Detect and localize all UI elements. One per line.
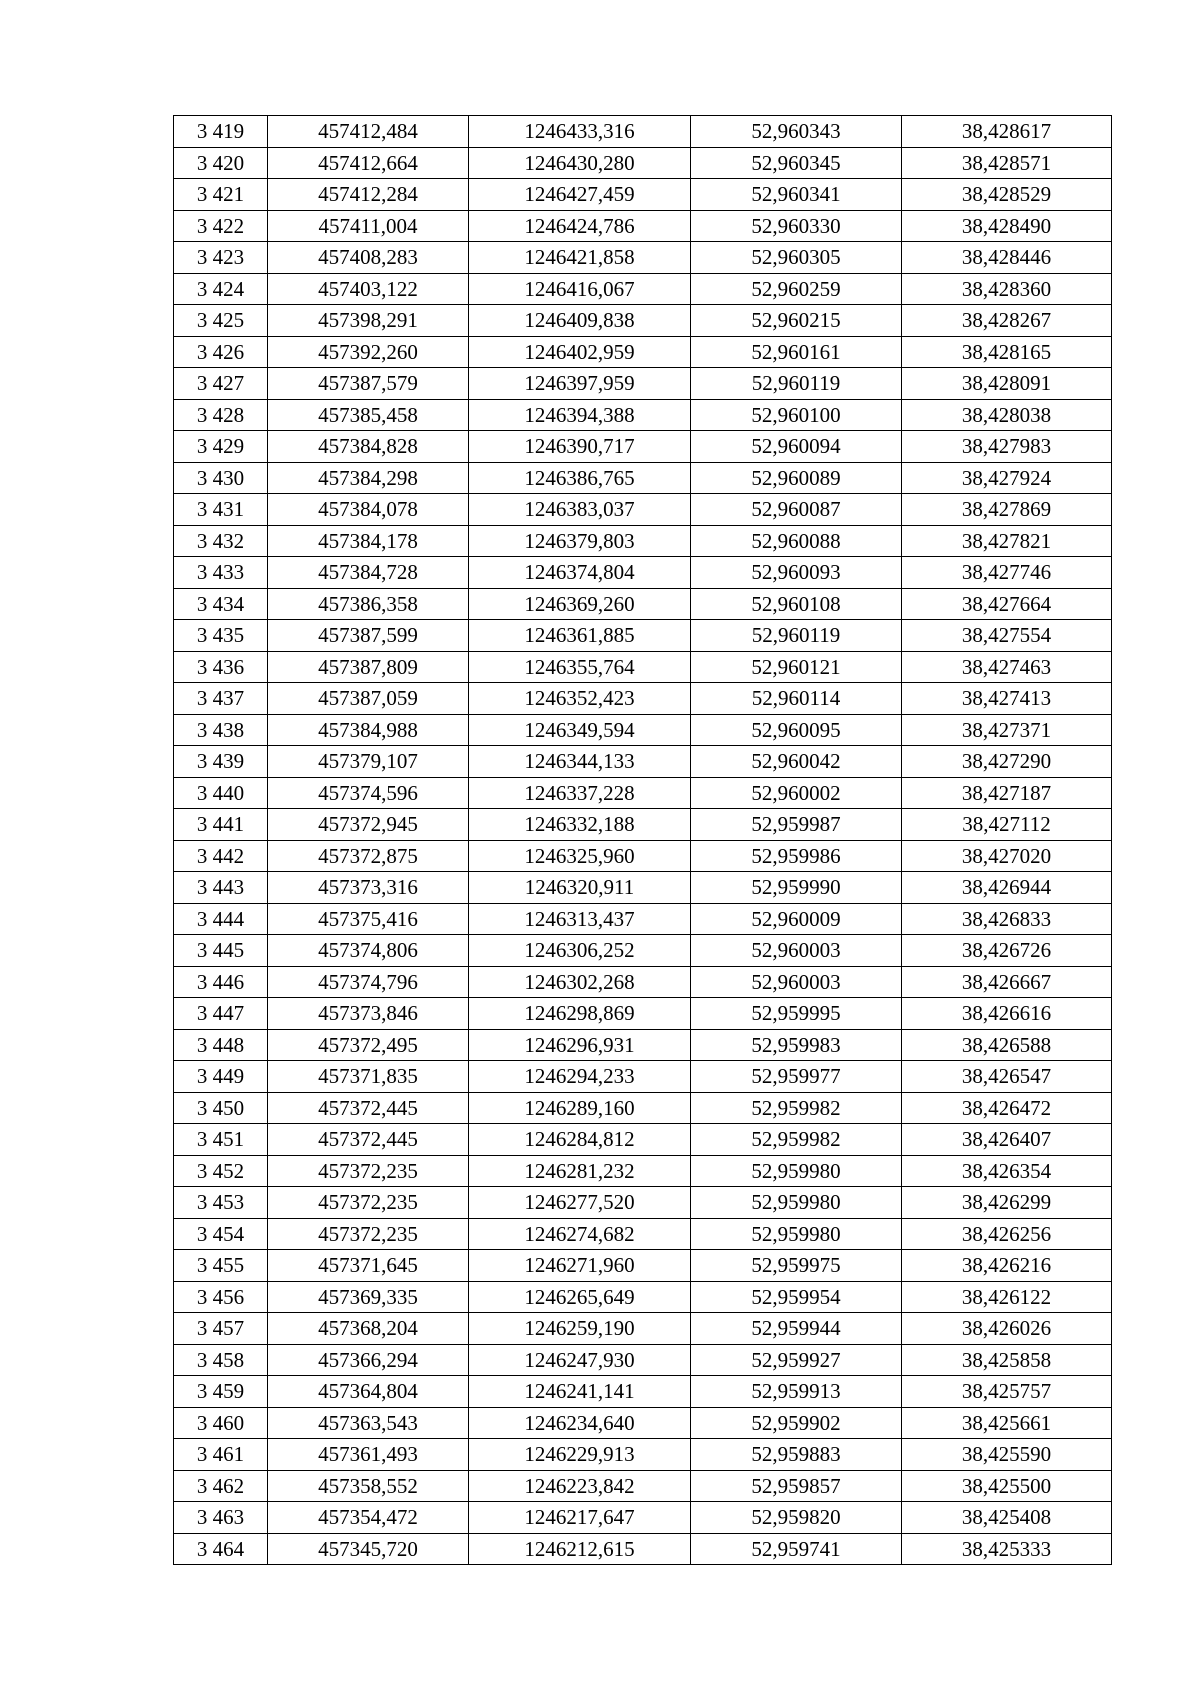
coordinates-table: [173, 115, 1112, 1565]
latitude-cell: 52,960215: [691, 305, 902, 337]
point-number-cell: 3 437: [174, 683, 268, 715]
point-number-cell: 3 461: [174, 1439, 268, 1471]
longitude-cell: 38,428038: [902, 399, 1112, 431]
latitude-cell: 52,960341: [691, 179, 902, 211]
longitude-cell: 38,427869: [902, 494, 1112, 526]
longitude-cell: 38,426026: [902, 1313, 1112, 1345]
table-row: [174, 525, 1112, 557]
x-coordinate-cell: 457387,579: [268, 368, 469, 400]
table-row: [174, 809, 1112, 841]
point-number-cell: 3 459: [174, 1376, 268, 1408]
latitude-cell: 52,959982: [691, 1092, 902, 1124]
table-row: [174, 588, 1112, 620]
point-number-cell: 3 426: [174, 336, 268, 368]
point-number-cell: 3 448: [174, 1029, 268, 1061]
y-coordinate-cell: 1246427,459: [469, 179, 691, 211]
table-row: [174, 305, 1112, 337]
point-number-cell: 3 419: [174, 116, 268, 148]
point-number-cell: 3 445: [174, 935, 268, 967]
point-number-cell: 3 456: [174, 1281, 268, 1313]
y-coordinate-cell: 1246374,804: [469, 557, 691, 589]
point-number-cell: 3 440: [174, 777, 268, 809]
longitude-cell: 38,427924: [902, 462, 1112, 494]
y-coordinate-cell: 1246277,520: [469, 1187, 691, 1219]
table-row: [174, 903, 1112, 935]
longitude-cell: 38,427746: [902, 557, 1112, 589]
latitude-cell: 52,959986: [691, 840, 902, 872]
table-row: [174, 966, 1112, 998]
point-number-cell: 3 452: [174, 1155, 268, 1187]
longitude-cell: 38,428571: [902, 147, 1112, 179]
latitude-cell: 52,959741: [691, 1533, 902, 1565]
y-coordinate-cell: 1246409,838: [469, 305, 691, 337]
y-coordinate-cell: 1246421,858: [469, 242, 691, 274]
y-coordinate-cell: 1246390,717: [469, 431, 691, 463]
table-row: [174, 1092, 1112, 1124]
y-coordinate-cell: 1246259,190: [469, 1313, 691, 1345]
x-coordinate-cell: 457366,294: [268, 1344, 469, 1376]
y-coordinate-cell: 1246247,930: [469, 1344, 691, 1376]
y-coordinate-cell: 1246302,268: [469, 966, 691, 998]
y-coordinate-cell: 1246383,037: [469, 494, 691, 526]
latitude-cell: 52,960094: [691, 431, 902, 463]
x-coordinate-cell: 457374,796: [268, 966, 469, 998]
point-number-cell: 3 454: [174, 1218, 268, 1250]
x-coordinate-cell: 457392,260: [268, 336, 469, 368]
point-number-cell: 3 434: [174, 588, 268, 620]
latitude-cell: 52,960002: [691, 777, 902, 809]
y-coordinate-cell: 1246416,067: [469, 273, 691, 305]
point-number-cell: 3 427: [174, 368, 268, 400]
latitude-cell: 52,959944: [691, 1313, 902, 1345]
latitude-cell: 52,959883: [691, 1439, 902, 1471]
x-coordinate-cell: 457374,596: [268, 777, 469, 809]
table-row: [174, 1502, 1112, 1534]
table-row: [174, 116, 1112, 148]
longitude-cell: 38,428446: [902, 242, 1112, 274]
latitude-cell: 52,959977: [691, 1061, 902, 1093]
table-row: [174, 1313, 1112, 1345]
x-coordinate-cell: 457403,122: [268, 273, 469, 305]
x-coordinate-cell: 457384,828: [268, 431, 469, 463]
longitude-cell: 38,427290: [902, 746, 1112, 778]
table-row: [174, 1376, 1112, 1408]
x-coordinate-cell: 457411,004: [268, 210, 469, 242]
point-number-cell: 3 457: [174, 1313, 268, 1345]
y-coordinate-cell: 1246313,437: [469, 903, 691, 935]
longitude-cell: 38,427020: [902, 840, 1112, 872]
latitude-cell: 52,959954: [691, 1281, 902, 1313]
latitude-cell: 52,960042: [691, 746, 902, 778]
x-coordinate-cell: 457412,484: [268, 116, 469, 148]
longitude-cell: 38,426667: [902, 966, 1112, 998]
y-coordinate-cell: 1246265,649: [469, 1281, 691, 1313]
y-coordinate-cell: 1246241,141: [469, 1376, 691, 1408]
x-coordinate-cell: 457372,445: [268, 1124, 469, 1156]
table-row: [174, 1155, 1112, 1187]
point-number-cell: 3 447: [174, 998, 268, 1030]
longitude-cell: 38,425757: [902, 1376, 1112, 1408]
x-coordinate-cell: 457384,078: [268, 494, 469, 526]
point-number-cell: 3 421: [174, 179, 268, 211]
table-row: [174, 431, 1112, 463]
x-coordinate-cell: 457398,291: [268, 305, 469, 337]
y-coordinate-cell: 1246386,765: [469, 462, 691, 494]
point-number-cell: 3 458: [174, 1344, 268, 1376]
longitude-cell: 38,426833: [902, 903, 1112, 935]
longitude-cell: 38,427821: [902, 525, 1112, 557]
latitude-cell: 52,960089: [691, 462, 902, 494]
x-coordinate-cell: 457371,835: [268, 1061, 469, 1093]
point-number-cell: 3 453: [174, 1187, 268, 1219]
latitude-cell: 52,959927: [691, 1344, 902, 1376]
longitude-cell: 38,427371: [902, 714, 1112, 746]
longitude-cell: 38,426588: [902, 1029, 1112, 1061]
y-coordinate-cell: 1246394,388: [469, 399, 691, 431]
latitude-cell: 52,960108: [691, 588, 902, 620]
latitude-cell: 52,959982: [691, 1124, 902, 1156]
point-number-cell: 3 443: [174, 872, 268, 904]
longitude-cell: 38,426944: [902, 872, 1112, 904]
y-coordinate-cell: 1246379,803: [469, 525, 691, 557]
latitude-cell: 52,960003: [691, 935, 902, 967]
longitude-cell: 38,427554: [902, 620, 1112, 652]
point-number-cell: 3 423: [174, 242, 268, 274]
table-row: [174, 872, 1112, 904]
point-number-cell: 3 431: [174, 494, 268, 526]
y-coordinate-cell: 1246349,594: [469, 714, 691, 746]
x-coordinate-cell: 457384,988: [268, 714, 469, 746]
y-coordinate-cell: 1246294,233: [469, 1061, 691, 1093]
y-coordinate-cell: 1246397,959: [469, 368, 691, 400]
point-number-cell: 3 462: [174, 1470, 268, 1502]
y-coordinate-cell: 1246284,812: [469, 1124, 691, 1156]
longitude-cell: 38,426122: [902, 1281, 1112, 1313]
longitude-cell: 38,425500: [902, 1470, 1112, 1502]
y-coordinate-cell: 1246229,913: [469, 1439, 691, 1471]
latitude-cell: 52,960119: [691, 620, 902, 652]
point-number-cell: 3 455: [174, 1250, 268, 1282]
table-row: [174, 840, 1112, 872]
latitude-cell: 52,959902: [691, 1407, 902, 1439]
point-number-cell: 3 438: [174, 714, 268, 746]
table-row: [174, 998, 1112, 1030]
table-row: [174, 1218, 1112, 1250]
latitude-cell: 52,959980: [691, 1155, 902, 1187]
y-coordinate-cell: 1246298,869: [469, 998, 691, 1030]
x-coordinate-cell: 457363,543: [268, 1407, 469, 1439]
x-coordinate-cell: 457408,283: [268, 242, 469, 274]
y-coordinate-cell: 1246369,260: [469, 588, 691, 620]
point-number-cell: 3 463: [174, 1502, 268, 1534]
longitude-cell: 38,428360: [902, 273, 1112, 305]
point-number-cell: 3 460: [174, 1407, 268, 1439]
x-coordinate-cell: 457369,335: [268, 1281, 469, 1313]
table-row: [174, 1407, 1112, 1439]
x-coordinate-cell: 457372,495: [268, 1029, 469, 1061]
longitude-cell: 38,426726: [902, 935, 1112, 967]
table-row: [174, 557, 1112, 589]
y-coordinate-cell: 1246361,885: [469, 620, 691, 652]
latitude-cell: 52,959913: [691, 1376, 902, 1408]
table-row: [174, 336, 1112, 368]
table-row: [174, 746, 1112, 778]
longitude-cell: 38,425333: [902, 1533, 1112, 1565]
x-coordinate-cell: 457364,804: [268, 1376, 469, 1408]
latitude-cell: 52,960259: [691, 273, 902, 305]
y-coordinate-cell: 1246355,764: [469, 651, 691, 683]
point-number-cell: 3 435: [174, 620, 268, 652]
y-coordinate-cell: 1246352,423: [469, 683, 691, 715]
y-coordinate-cell: 1246306,252: [469, 935, 691, 967]
latitude-cell: 52,959820: [691, 1502, 902, 1534]
latitude-cell: 52,959983: [691, 1029, 902, 1061]
longitude-cell: 38,428617: [902, 116, 1112, 148]
latitude-cell: 52,960009: [691, 903, 902, 935]
y-coordinate-cell: 1246430,280: [469, 147, 691, 179]
longitude-cell: 38,426472: [902, 1092, 1112, 1124]
x-coordinate-cell: 457372,445: [268, 1092, 469, 1124]
x-coordinate-cell: 457384,178: [268, 525, 469, 557]
y-coordinate-cell: 1246274,682: [469, 1218, 691, 1250]
table-row: [174, 1533, 1112, 1565]
y-coordinate-cell: 1246296,931: [469, 1029, 691, 1061]
latitude-cell: 52,960161: [691, 336, 902, 368]
point-number-cell: 3 464: [174, 1533, 268, 1565]
table-row: [174, 1470, 1112, 1502]
y-coordinate-cell: 1246217,647: [469, 1502, 691, 1534]
y-coordinate-cell: 1246289,160: [469, 1092, 691, 1124]
point-number-cell: 3 425: [174, 305, 268, 337]
latitude-cell: 52,960114: [691, 683, 902, 715]
table-row: [174, 494, 1112, 526]
longitude-cell: 38,427983: [902, 431, 1112, 463]
latitude-cell: 52,959975: [691, 1250, 902, 1282]
x-coordinate-cell: 457372,235: [268, 1187, 469, 1219]
longitude-cell: 38,425661: [902, 1407, 1112, 1439]
point-number-cell: 3 420: [174, 147, 268, 179]
longitude-cell: 38,428529: [902, 179, 1112, 211]
table-row: [174, 1439, 1112, 1471]
table-row: [174, 368, 1112, 400]
y-coordinate-cell: 1246337,228: [469, 777, 691, 809]
latitude-cell: 52,960305: [691, 242, 902, 274]
point-number-cell: 3 429: [174, 431, 268, 463]
x-coordinate-cell: 457372,235: [268, 1218, 469, 1250]
y-coordinate-cell: 1246424,786: [469, 210, 691, 242]
x-coordinate-cell: 457372,875: [268, 840, 469, 872]
x-coordinate-cell: 457412,664: [268, 147, 469, 179]
longitude-cell: 38,428490: [902, 210, 1112, 242]
x-coordinate-cell: 457387,059: [268, 683, 469, 715]
longitude-cell: 38,427463: [902, 651, 1112, 683]
point-number-cell: 3 422: [174, 210, 268, 242]
table-row: [174, 462, 1112, 494]
longitude-cell: 38,426216: [902, 1250, 1112, 1282]
x-coordinate-cell: 457374,806: [268, 935, 469, 967]
point-number-cell: 3 446: [174, 966, 268, 998]
latitude-cell: 52,959995: [691, 998, 902, 1030]
table-row: [174, 273, 1112, 305]
latitude-cell: 52,959980: [691, 1218, 902, 1250]
latitude-cell: 52,960343: [691, 116, 902, 148]
latitude-cell: 52,960093: [691, 557, 902, 589]
longitude-cell: 38,427413: [902, 683, 1112, 715]
table-row: [174, 179, 1112, 211]
point-number-cell: 3 433: [174, 557, 268, 589]
x-coordinate-cell: 457385,458: [268, 399, 469, 431]
longitude-cell: 38,427187: [902, 777, 1112, 809]
x-coordinate-cell: 457384,298: [268, 462, 469, 494]
longitude-cell: 38,426354: [902, 1155, 1112, 1187]
table-row: [174, 1187, 1112, 1219]
table-row: [174, 935, 1112, 967]
y-coordinate-cell: 1246325,960: [469, 840, 691, 872]
latitude-cell: 52,960087: [691, 494, 902, 526]
x-coordinate-cell: 457386,358: [268, 588, 469, 620]
point-number-cell: 3 424: [174, 273, 268, 305]
table-row: [174, 242, 1112, 274]
x-coordinate-cell: 457354,472: [268, 1502, 469, 1534]
latitude-cell: 52,959987: [691, 809, 902, 841]
x-coordinate-cell: 457375,416: [268, 903, 469, 935]
table-row: [174, 1344, 1112, 1376]
point-number-cell: 3 450: [174, 1092, 268, 1124]
y-coordinate-cell: 1246271,960: [469, 1250, 691, 1282]
point-number-cell: 3 442: [174, 840, 268, 872]
longitude-cell: 38,427664: [902, 588, 1112, 620]
x-coordinate-cell: 457373,846: [268, 998, 469, 1030]
longitude-cell: 38,428091: [902, 368, 1112, 400]
latitude-cell: 52,959980: [691, 1187, 902, 1219]
table-row: [174, 1124, 1112, 1156]
longitude-cell: 38,426547: [902, 1061, 1112, 1093]
y-coordinate-cell: 1246234,640: [469, 1407, 691, 1439]
latitude-cell: 52,960095: [691, 714, 902, 746]
latitude-cell: 52,960100: [691, 399, 902, 431]
latitude-cell: 52,960088: [691, 525, 902, 557]
table-row: [174, 683, 1112, 715]
point-number-cell: 3 444: [174, 903, 268, 935]
y-coordinate-cell: 1246320,911: [469, 872, 691, 904]
table-row: [174, 1029, 1112, 1061]
longitude-cell: 38,427112: [902, 809, 1112, 841]
y-coordinate-cell: 1246212,615: [469, 1533, 691, 1565]
table-row: [174, 651, 1112, 683]
x-coordinate-cell: 457345,720: [268, 1533, 469, 1565]
x-coordinate-cell: 457372,235: [268, 1155, 469, 1187]
table-row: [174, 714, 1112, 746]
x-coordinate-cell: 457371,645: [268, 1250, 469, 1282]
x-coordinate-cell: 457372,945: [268, 809, 469, 841]
latitude-cell: 52,960121: [691, 651, 902, 683]
table-row: [174, 1281, 1112, 1313]
point-number-cell: 3 436: [174, 651, 268, 683]
x-coordinate-cell: 457412,284: [268, 179, 469, 211]
y-coordinate-cell: 1246402,959: [469, 336, 691, 368]
coordinates-table-body: [174, 116, 1112, 1565]
longitude-cell: 38,426616: [902, 998, 1112, 1030]
longitude-cell: 38,425858: [902, 1344, 1112, 1376]
table-row: [174, 147, 1112, 179]
table-row: [174, 210, 1112, 242]
point-number-cell: 3 428: [174, 399, 268, 431]
x-coordinate-cell: 457373,316: [268, 872, 469, 904]
table-row: [174, 1250, 1112, 1282]
longitude-cell: 38,426407: [902, 1124, 1112, 1156]
longitude-cell: 38,426299: [902, 1187, 1112, 1219]
x-coordinate-cell: 457368,204: [268, 1313, 469, 1345]
x-coordinate-cell: 457384,728: [268, 557, 469, 589]
x-coordinate-cell: 457387,599: [268, 620, 469, 652]
point-number-cell: 3 430: [174, 462, 268, 494]
longitude-cell: 38,425408: [902, 1502, 1112, 1534]
point-number-cell: 3 441: [174, 809, 268, 841]
x-coordinate-cell: 457379,107: [268, 746, 469, 778]
latitude-cell: 52,960119: [691, 368, 902, 400]
longitude-cell: 38,428267: [902, 305, 1112, 337]
x-coordinate-cell: 457361,493: [268, 1439, 469, 1471]
point-number-cell: 3 449: [174, 1061, 268, 1093]
latitude-cell: 52,960330: [691, 210, 902, 242]
point-number-cell: 3 439: [174, 746, 268, 778]
latitude-cell: 52,959857: [691, 1470, 902, 1502]
y-coordinate-cell: 1246332,188: [469, 809, 691, 841]
latitude-cell: 52,960345: [691, 147, 902, 179]
y-coordinate-cell: 1246344,133: [469, 746, 691, 778]
table-row: [174, 1061, 1112, 1093]
point-number-cell: 3 451: [174, 1124, 268, 1156]
x-coordinate-cell: 457387,809: [268, 651, 469, 683]
table-row: [174, 399, 1112, 431]
table-row: [174, 620, 1112, 652]
latitude-cell: 52,960003: [691, 966, 902, 998]
latitude-cell: 52,959990: [691, 872, 902, 904]
longitude-cell: 38,426256: [902, 1218, 1112, 1250]
point-number-cell: 3 432: [174, 525, 268, 557]
y-coordinate-cell: 1246433,316: [469, 116, 691, 148]
longitude-cell: 38,428165: [902, 336, 1112, 368]
longitude-cell: 38,425590: [902, 1439, 1112, 1471]
y-coordinate-cell: 1246281,232: [469, 1155, 691, 1187]
y-coordinate-cell: 1246223,842: [469, 1470, 691, 1502]
table-row: [174, 777, 1112, 809]
x-coordinate-cell: 457358,552: [268, 1470, 469, 1502]
